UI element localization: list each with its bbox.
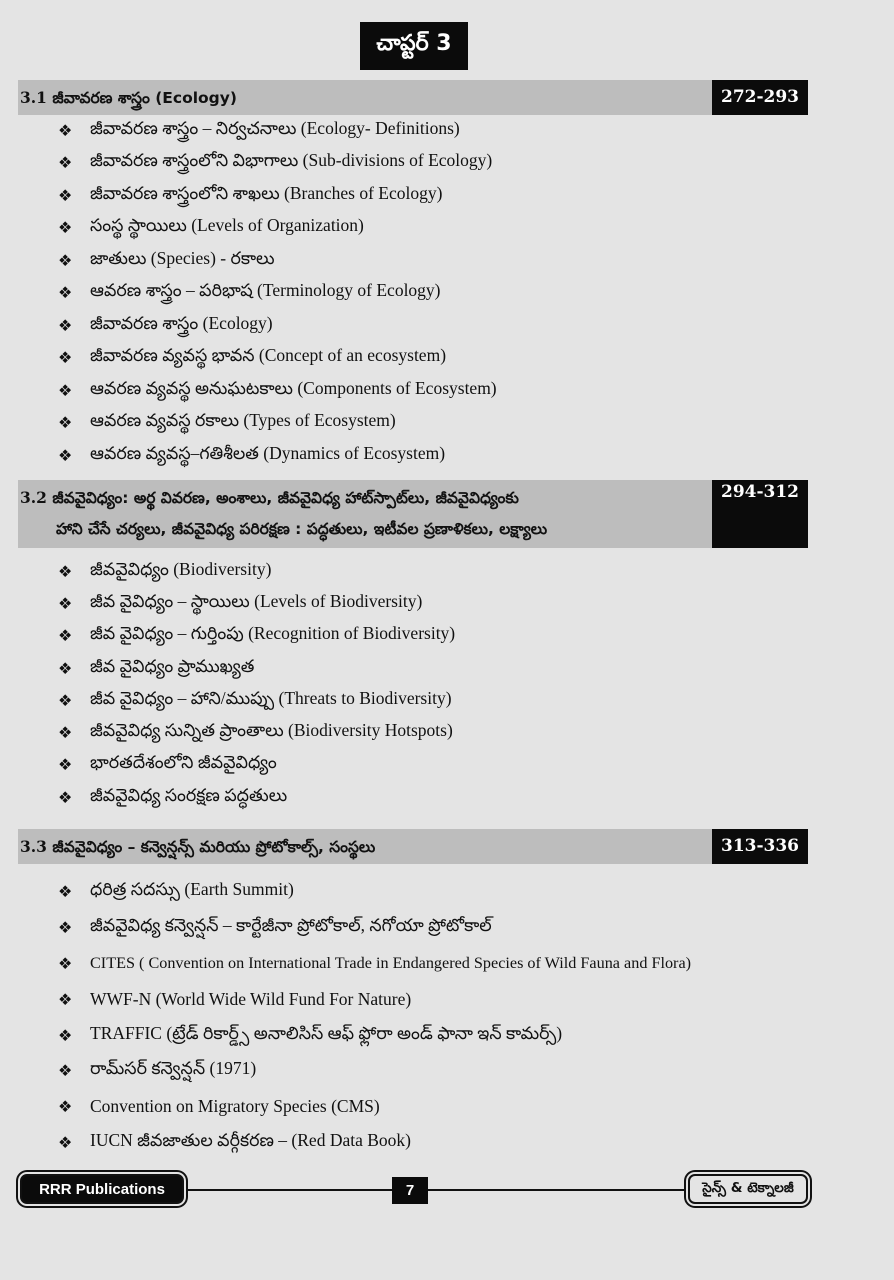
diamond-bullet-icon: ❖ bbox=[58, 283, 73, 303]
list-item: ❖ జీవావరణ వ్యవస్థ భావన (Concept of an ecosystem) bbox=[58, 345, 447, 368]
list-item: ❖ జీవావరణ శాస్త్రం – నిర్వచనాలు (Ecology- Definitions) bbox=[58, 117, 460, 140]
diamond-bullet-icon: ❖ bbox=[58, 1061, 73, 1081]
footer-rule-right bbox=[428, 1189, 684, 1191]
diamond-bullet-icon: ❖ bbox=[58, 348, 73, 368]
list-item: ❖ జీవవైవిధ్య సంరక్షణ పద్ధతులు bbox=[58, 784, 288, 807]
item-list-3-1 bbox=[58, 114, 497, 472]
section-number: 3.1 bbox=[20, 88, 47, 107]
diamond-bullet-icon: ❖ bbox=[58, 658, 73, 678]
list-item: ❖ జీవవైవిధ్యం (Biodiversity) bbox=[58, 558, 272, 581]
list-item: ❖ జీవావరణ శాస్త్రంలోని విభాగాలు (Sub-divisions of Ecology) bbox=[58, 150, 493, 173]
diamond-bullet-icon: ❖ bbox=[58, 1025, 73, 1045]
list-item: ❖ జీవవైవిధ్య సున్నిత ప్రాంతాలు (Biodiversity Hotspots) bbox=[58, 720, 453, 743]
list-item: ❖ సంస్థ స్థాయిలు (Levels of Organization) bbox=[58, 215, 364, 238]
page-range-3-2: 294-312 bbox=[712, 480, 808, 548]
section-number: 3.3 bbox=[20, 837, 47, 856]
diamond-bullet-icon: ❖ bbox=[58, 953, 73, 973]
section-number: 3.2 bbox=[20, 488, 47, 507]
item-list-3-2 bbox=[58, 555, 455, 813]
list-item: ❖ జీవ వైవిధ్యం – గుర్తింపు (Recognition of Biodiversity) bbox=[58, 623, 456, 646]
list-item: ❖ ఆవరణ వ్యవస్థ అనుఘటకాలు (Components of Ecosystem) bbox=[58, 377, 497, 400]
diamond-bullet-icon: ❖ bbox=[58, 120, 73, 140]
diamond-bullet-icon: ❖ bbox=[58, 690, 73, 710]
list-item: ❖ ఆవరణ వ్యవస్థ రకాలు (Types of Ecosystem) bbox=[58, 410, 396, 433]
list-item: ❖ IUCN జీవజాతుల వర్గీకరణ – (Red Data Book) bbox=[58, 1129, 411, 1152]
diamond-bullet-icon: ❖ bbox=[58, 787, 73, 807]
section-title-line: జీవవైవిధ్యం – కన్వెన్షన్స్ మరియు ప్రోటోకాల్స్, సంస్థలు bbox=[52, 838, 376, 856]
section-title-3-1 bbox=[20, 82, 237, 114]
publisher-badge: RRR Publications bbox=[20, 1174, 184, 1204]
section-title-line: జీవవైవిధ్యం: అర్థ వివరణ, అంశాలు, జీవవైవిధ్య హాట్‌స్పాట్‌లు, జీవవైవిధ్యంకు bbox=[52, 489, 519, 507]
list-item: ❖ జీవవైవిధ్య కన్వెన్షన్ – కార్టేజీనా ప్రోటోకాల్, నగోయా ప్రోటోకాల్ bbox=[58, 915, 492, 938]
list-item: ❖ జీవావరణ శాస్త్రంలోని శాఖలు (Branches of Ecology) bbox=[58, 182, 443, 205]
diamond-bullet-icon: ❖ bbox=[58, 882, 73, 902]
section-title-3-3 bbox=[20, 831, 375, 863]
list-item: ❖ ఆవరణ శాస్త్రం – పరిభాష (Terminology of Ecology) bbox=[58, 280, 441, 303]
diamond-bullet-icon: ❖ bbox=[58, 723, 73, 743]
diamond-bullet-icon: ❖ bbox=[58, 561, 73, 581]
list-item: ❖ జీవ వైవిధ్యం – స్థాయిలు (Levels of Biodiversity) bbox=[58, 590, 423, 613]
diamond-bullet-icon: ❖ bbox=[58, 250, 73, 270]
section-title-3-2 bbox=[20, 482, 547, 545]
item-list-3-3 bbox=[58, 874, 691, 1160]
list-item: ❖ జాతులు (Species) - రకాలు bbox=[58, 247, 275, 270]
list-item: ❖ భారతదేశంలోని జీవవైవిధ్యం bbox=[58, 752, 277, 775]
list-item: ❖ TRAFFIC (ట్రేడ్ రికార్డ్స్ అనాలిసిస్ ఆఫ్ ఫ్లోరా అండ్ ఫానా ఇన్ కామర్స్) bbox=[58, 1022, 563, 1045]
list-item: ❖ Convention on Migratory Species (CMS) bbox=[58, 1096, 380, 1117]
list-item: ❖ CITES ( Convention on International Trade in Endangered Species of Wild Fauna and Flora) bbox=[58, 953, 692, 973]
diamond-bullet-icon: ❖ bbox=[58, 380, 73, 400]
diamond-bullet-icon: ❖ bbox=[58, 755, 73, 775]
list-item: ❖ జీవావరణ శాస్త్రం (Ecology) bbox=[58, 312, 273, 335]
diamond-bullet-icon: ❖ bbox=[58, 1097, 73, 1117]
diamond-bullet-icon: ❖ bbox=[58, 445, 73, 465]
chapter-title: చాప్టర్ 3 bbox=[360, 22, 468, 70]
page-range-3-1: 272-293 bbox=[712, 80, 808, 115]
list-item: ❖ రామ్‌సర్ కన్వెన్షన్ (1971) bbox=[58, 1058, 257, 1081]
page-range-3-3: 313-336 bbox=[712, 829, 808, 864]
page-number: 7 bbox=[392, 1177, 428, 1204]
section-title-line: జీవావరణ శాస్త్రం (Ecology) bbox=[52, 89, 237, 107]
subject-badge: సైన్స్ & టెక్నాలజీ bbox=[688, 1174, 808, 1204]
diamond-bullet-icon: ❖ bbox=[58, 918, 73, 938]
diamond-bullet-icon: ❖ bbox=[58, 185, 73, 205]
diamond-bullet-icon: ❖ bbox=[58, 153, 73, 173]
diamond-bullet-icon: ❖ bbox=[58, 413, 73, 433]
list-item: ❖ ధరిత్ర సదస్సు (Earth Summit) bbox=[58, 879, 294, 902]
list-item: ❖ జీవ వైవిధ్యం ప్రాముఖ్యత bbox=[58, 655, 255, 678]
list-item: ❖ WWF-N (World Wide Wild Fund For Nature) bbox=[58, 988, 412, 1009]
list-item: ❖ జీవ వైవిధ్యం – హాని/ముప్పు (Threats to Biodiversity) bbox=[58, 687, 452, 710]
diamond-bullet-icon: ❖ bbox=[58, 626, 73, 646]
section-title-line: హాని చేసే చర్యలు, జీవవైవిధ్య పరిరక్షణ : పద్ధతులు, ఇటీవల ప్రణాళికలు, లక్ష్యాలు bbox=[56, 520, 548, 538]
diamond-bullet-icon: ❖ bbox=[58, 315, 73, 335]
diamond-bullet-icon: ❖ bbox=[58, 989, 73, 1009]
diamond-bullet-icon: ❖ bbox=[58, 218, 73, 238]
footer-rule-left bbox=[188, 1189, 392, 1191]
diamond-bullet-icon: ❖ bbox=[58, 593, 73, 613]
list-item: ❖ ఆవరణ వ్యవస్థ–గతిశీలత (Dynamics of Ecosystem) bbox=[58, 442, 446, 465]
diamond-bullet-icon: ❖ bbox=[58, 1132, 73, 1152]
